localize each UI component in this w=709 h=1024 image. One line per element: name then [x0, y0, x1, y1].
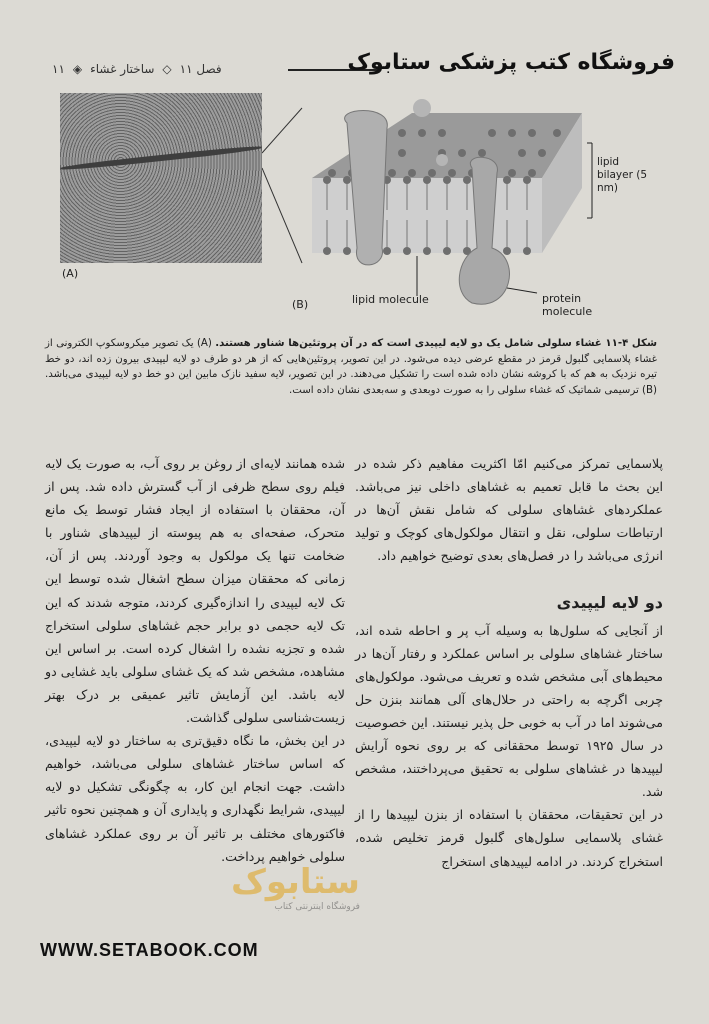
figure-label-b: (B) — [292, 298, 309, 311]
caption-title: شکل ۴-۱۱ غشاء سلولی شامل یک دو لایه لیپیدی است که در آن پروتئین‌ها شناور هستند. — [215, 338, 657, 349]
logo-subtitle: فروشگاه اینترنتی کتاب — [274, 902, 360, 912]
left-column — [45, 452, 345, 868]
section-heading: دو لایه لیپیدی — [556, 593, 663, 613]
page-number: ۱۱ — [52, 62, 65, 76]
caption-text: (A) یک تصویر میکروسکوپ الکترونی از غشاء پلاسمایی گلبول قرمز در مقطع عرضی دیده می‌شود. در این تصویر، پروتئین‌هایی که از هر دو طرف دو لایه لیپیدی بیرون زده اند، دو خط تیره نزدیک به هم که با کروشه نشان داده شده است را تشکیل می‌دهند. در این تصویر، لایه سفید نازک مابین این دو خط دو لایه لیپیدی می‌باشد. (B) ترسیمی شماتیک که غشاء سلولی را به صورت دوبعدی و سه‌بعدی نشان داده است. — [45, 338, 657, 396]
logo-text: ستابوک — [231, 862, 360, 902]
paragraph: از آنجایی که سلول‌ها به وسیله آب پر و احاطه شده اند، ساختار غشاهای سلولی بر اساس عملکرد و رفتار آن‌ها در محیط‌های آبی مشخص شده و تعریف می‌شود. مولکول‌های چربی اگرچه به راحتی در حلال‌های آلی همانند بنزن حل می‌شوند اما در آب به خوبی حل پذیر نیستند. این خصوصیت در سال ۱۹۲۵ توسط محققانی که بر روی نحوه آرایش لیپیدها در غشاهای سلولی به تحقیق می‌پرداختند، مشخص شد. — [355, 622, 663, 800]
paragraph: در این تحقیقات، محققان با استفاده از بنزن لیپیدها را از غشای پلاسمایی سلول‌های گلبول قرمز تخلیص شده، استخراج کردند. در ادامه لیپیدهای استخراج — [355, 807, 663, 869]
website-url: WWW.SETABOOK.COM — [40, 940, 259, 960]
figure-caption — [45, 336, 657, 398]
bilayer-diagram — [292, 98, 648, 324]
membrane-line — [60, 144, 262, 171]
electron-micrograph — [60, 93, 262, 263]
bilayer-label: lipid bilayer (5 nm) — [597, 156, 648, 194]
section-name: ساختار غشاء — [90, 62, 155, 76]
lipid-molecule-label: lipid molecule — [352, 293, 429, 306]
paragraph: در این بخش، ما نگاه دقیق‌تری به ساختار دو لایه لیپیدی، که اساس ساختار غشاهای سلولی می‌باشد، خواهیم داشت. جهت انجام این کار، به چگونگی تشکیل دو لایه لیپیدی، شرایط نگهداری و پایداری آن و همچنین نحوه تاثیر فاکتورهای مختلف بر تاثیر آن بر روی عملکرد غشاهای سلولی خواهیم پرداخت. — [45, 733, 345, 864]
right-column — [355, 452, 663, 873]
page-header — [40, 50, 675, 80]
store-name: فروشگاه کتب پزشکی ستابوک — [347, 50, 675, 75]
running-header — [52, 62, 222, 76]
figure-label-a: (A) — [62, 267, 79, 280]
diamond-icon: ◈ — [72, 62, 83, 76]
diamond-outline-icon: ◇ — [162, 62, 172, 76]
chapter-name: فصل ۱۱ — [179, 62, 222, 76]
watermark-logo — [140, 862, 360, 922]
protein-molecule-label: protein molecule — [542, 292, 593, 318]
paragraph: شده همانند لایه‌ای از روغن بر روی آب، به صورت یک لایه فیلم روی سطح ظرفی از آب گسترش داده شد. پس از آن، محققان با استفاده از ایجاد فشار توسط یک مانع متحرک، صفحه‌ای به هم پیوسته از لیپیدهای شناور با ضخامت تنها یک مولکول به وجود آوردند. پس از آن، زمانی که محققان میزان سطح اشغال شده توسط این تک لایه لیپیدی را اندازه‌گیری کردند، متوجه شدند که این تک لایه حجمی دو برابر حجم غشاهای سلولی استخراج شده و تجزیه نشده را اشغال کرده است. بر اساس این مشاهده، مشخص شد که یک غشای سلولی باید غشایی دو لایه باشد. این آزمایش تاثیر عمیقی بر درک بهتر زیست‌شناسی سلولی گذاشت. — [45, 456, 345, 726]
bilayer-svg — [292, 98, 632, 324]
paragraph: پلاسمایی تمرکز می‌کنیم امّا اکثریت مفاهیم ذکر شده در این بحث ما قابل تعمیم به غشاهای داخلی نیز می‌باشد. عملکردهای غشاهای سلولی که شامل نقش آن‌ها در ارتباطات سلولی، نقل و انتقال مولکول‌های کوچک و تولید انرژی می‌باشد را در فصل‌های بعدی توضیح خواهیم داد. — [355, 456, 663, 564]
